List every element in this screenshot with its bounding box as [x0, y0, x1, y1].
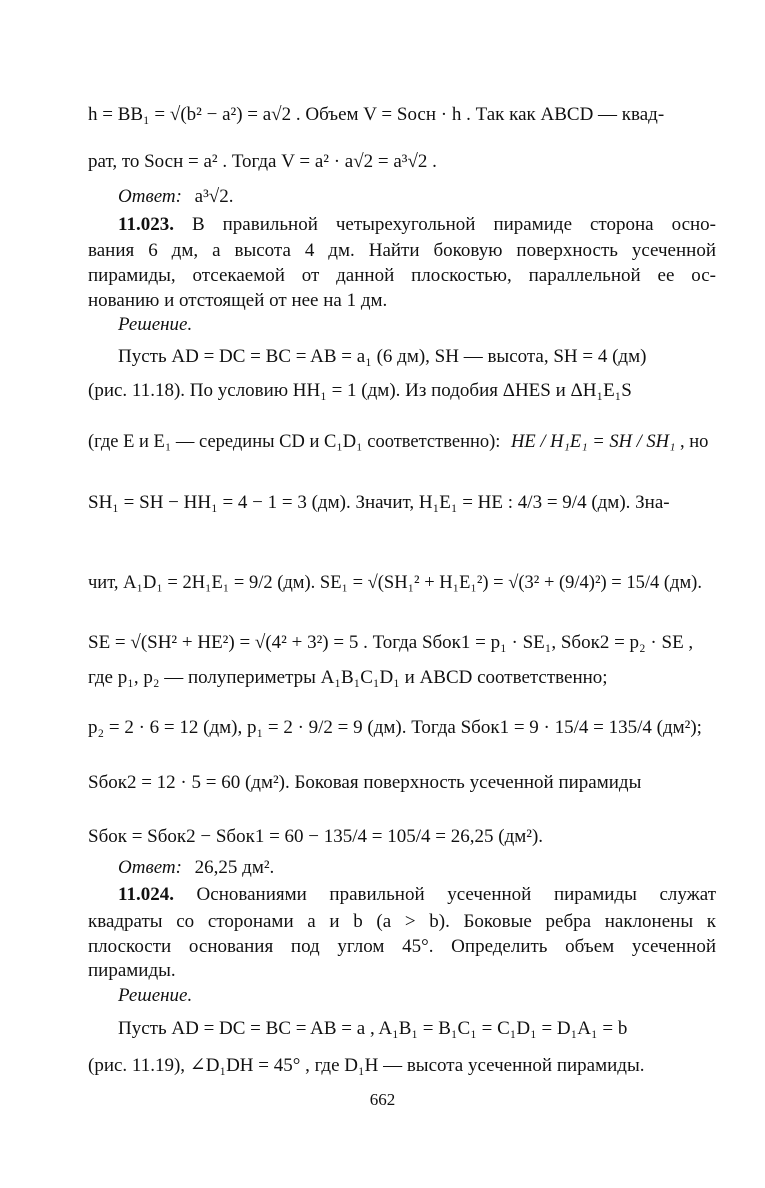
text-line: где p₁, p₂ — полупериметры A₁B₁C₁D₁ и ABCD соответственно; [88, 667, 608, 688]
text-fragment: (где E и E₁ — середины CD и C₁D₁ соответственно): [88, 432, 501, 452]
problem-text: нованию и отстоящей от нее на 1 дм. [88, 290, 388, 311]
answer-label: Ответ: [118, 857, 182, 878]
text-line: h = BB₁ = √(b² − a²) = a√2 . Объем V = Sосн · h . Так как ABCD — квад- [88, 104, 665, 125]
text-line [88, 431, 716, 453]
problem-number: 11.024. [118, 884, 174, 905]
solution-label: Решение. [118, 314, 193, 335]
problem-text: плоскости основания под углом 45°. Определить объем усеченной [88, 936, 716, 957]
problem-text: вания 6 дм, а высота 4 дм. Найти боковую поверхность усеченной [88, 240, 716, 261]
solution-label: Решение. [118, 985, 193, 1006]
problem-text: пирамиды. [88, 960, 176, 981]
text-line: SE = √(SH² + HE²) = √(4² + 3²) = 5 . Тогда Sбок1 = p₁ · SE₁, Sбок2 = p₂ · SE , [88, 632, 694, 653]
text-line: чит, A₁D₁ = 2H₁E₁ = 9/2 (дм). SE₁ = √(SH₁² + H₁E₁²) = √(3² + (9/4)²) = 15/4 (дм). [88, 573, 702, 593]
problem-text: В правильной четырехугольной пирамиде сторона осно- [173, 214, 716, 235]
problem-number: 11.023. [118, 214, 174, 235]
problem-text: Основаниями правильной усеченной пирамиды служат [173, 884, 716, 905]
text-fragment: , но [680, 432, 709, 452]
text-line: Пусть AD = DC = BC = AB = a₁ (6 дм), SH — высота, SH = 4 (дм) [118, 346, 647, 367]
ratio-formula: HE / H₁E₁ = SH / SH₁ [511, 432, 676, 452]
page-number: 662 [369, 1090, 396, 1109]
text-line: Sбок = Sбок2 − Sбок1 = 60 − 135/4 = 105/4 = 26,25 (дм²). [88, 826, 544, 847]
text-line: SH₁ = SH − HH₁ = 4 − 1 = 3 (дм). Значит, H₁E₁ = HE : 4/3 = 9/4 (дм). Зна- [88, 492, 670, 513]
text-line: Sбок2 = 12 · 5 = 60 (дм²). Боковая поверхность усеченной пирамиды [88, 772, 642, 793]
text-line: рат, то Sосн = a² . Тогда V = a² · a√2 = a³√2 . [88, 151, 437, 172]
problem-heading [118, 884, 716, 906]
answer-line [118, 186, 746, 208]
text-line: (рис. 11.18). По условию HH₁ = 1 (дм). Из подобия ΔHES и ΔH₁E₁S [88, 380, 632, 401]
text-line: Пусть AD = DC = BC = AB = a , A₁B₁ = B₁C₁ = C₁D₁ = D₁A₁ = b [118, 1018, 628, 1039]
answer-value: 26,25 дм². [194, 857, 275, 878]
text-line: (рис. 11.19), ∠D₁DH = 45° , где D₁H — высота усеченной пирамиды. [88, 1055, 645, 1076]
answer-value: a³√2. [194, 186, 234, 207]
problem-text: пирамиды, отсекаемой от данной плоскостью, параллельной ее ос- [88, 265, 716, 286]
problem-text: квадраты со сторонами a и b (a > b). Боковые ребра наклонены к [88, 911, 716, 932]
problem-heading [118, 214, 716, 236]
answer-line [118, 857, 746, 879]
text-line: p₂ = 2 · 6 = 12 (дм), p₁ = 2 · 9/2 = 9 (дм). Тогда Sбок1 = 9 · 15/4 = 135/4 (дм²); [88, 717, 702, 738]
answer-label: Ответ: [118, 186, 182, 207]
